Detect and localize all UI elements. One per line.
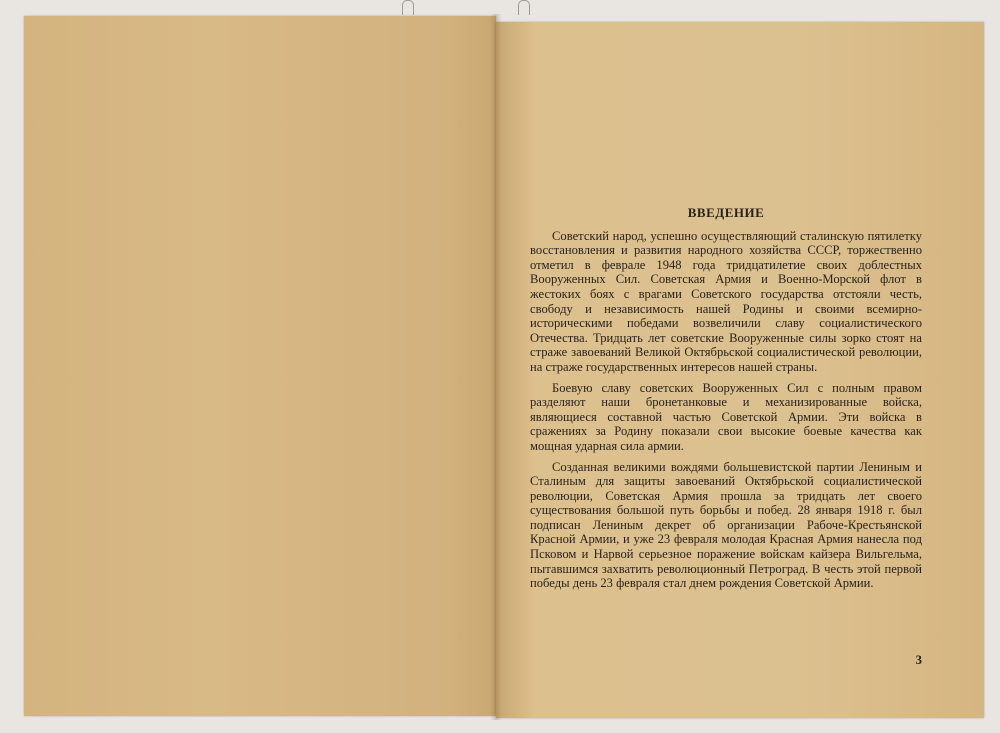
spine-gutter: [490, 14, 502, 720]
paragraph-1: Советский народ, успешно осуществляющий сталинскую пятилетку восстановления и развития народного хозяйства СССР, торжественно отметил в феврале 1948 года тридцатилетие своих доблестных Вооруженных Сил. Советская Армия и Военно-Морской флот в жестоких боях с врагами Советского государства отстояли честь, свободу и независимость нашей Родины и своими всемирно-историческими победами возвеличили славу социалистического Отечества. Тридцать лет советские Вооруженные силы зорко стоят на страже завоеваний Великой Октябрьской социалистической революции, на страже государственных интересов нашей страны.: [530, 228, 922, 374]
left-page: [24, 16, 496, 716]
binding-clip: [518, 0, 530, 15]
page-heading: ВВЕДЕНИЕ: [687, 205, 765, 220]
paragraph-2: Боевую славу советских Вооруженных Сил с полным правом разделяют наши бронетанковые и механизированные войска, являющиеся составной частью Советской Армии. Эти войска в сражениях за Родину показали свои высокие боевые качества как мощная ударная сила армии.: [530, 380, 922, 453]
page-text: [530, 206, 922, 597]
binding-clip: [402, 0, 414, 15]
page-number: 3: [915, 652, 922, 667]
paragraph-3: Созданная великими вождями большевистской партии Лениным и Сталиным для защиты завоеваний Октябрьской социалистической революции, Советская Армия прошла за тридцать лет своего существования большой путь борьбы и побед. 28 января 1918 г. был подписан Лениным декрет об организации Рабоче-Крестьянской Красной Армии, и уже 23 февраля молодая Красная Армия нанесла под Псковом и Нарвой серьезное поражение войскам кайзера Вильгельма, пытавшимся захватить революционный Петроград. В честь этой первой победы день 23 февраля стал днем рождения Советской Армии.: [530, 459, 922, 591]
right-page: [496, 22, 984, 718]
